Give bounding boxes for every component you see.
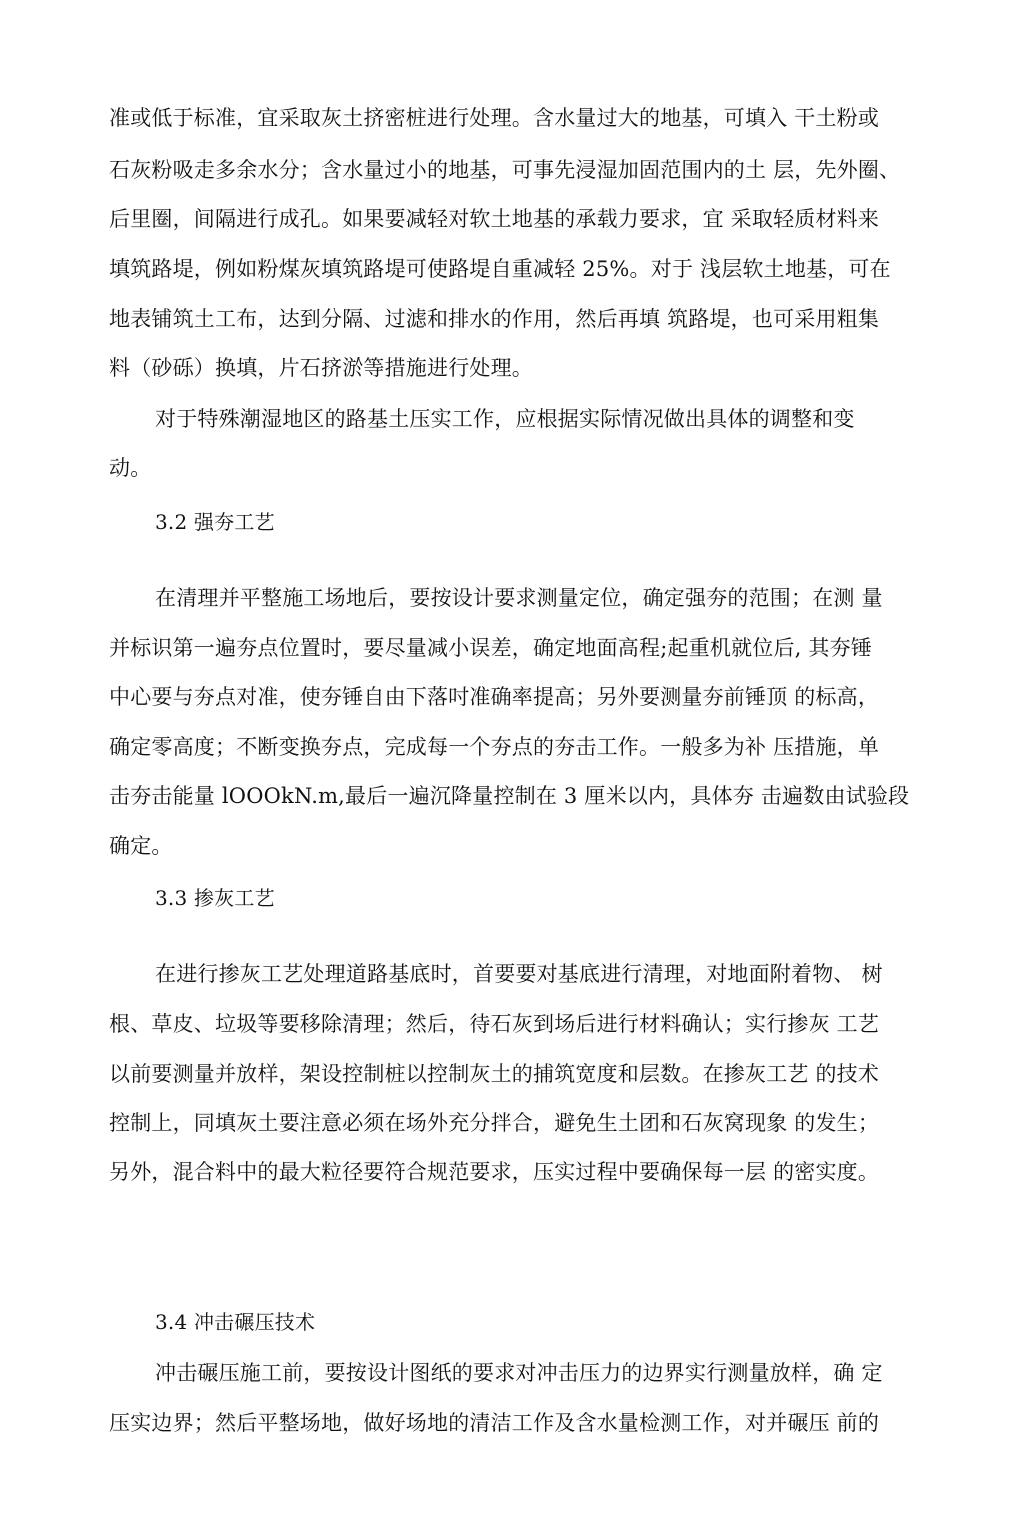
text-line: 击夯击能量 lOOOkN.m,最后一遍沉降量控制在 3 厘米以内，具体夯 击遍数由试验段: [109, 784, 910, 808]
section-heading: 3.3 掺灰工艺: [155, 886, 275, 910]
text-line: 石灰粉吸走多余水分；含水量过小的地基，可事先浸湿加固范围内的土 层，先外圈、: [109, 158, 901, 182]
text-line: 另外，混合料中的最大粒径要符合规范要求，压实过程中要确保每一层 的密实度。: [109, 1160, 880, 1184]
text-line: 动。: [109, 456, 152, 480]
text-line: 并标识第一遍夯点位置时，要尽量减小误差，确定地面高程;起重机就位后, 其夯锤: [109, 636, 873, 660]
text-line: 冲击碾压施工前，要按设计图纸的要求对冲击压力的边界实行测量放样，确 定: [155, 1361, 883, 1385]
text-line: 料（砂砾）换填，片石挤淤等措施进行处理。: [109, 356, 533, 380]
text-line: 压实边界；然后平整场地，做好场地的清洁工作及含水量检测工作，对并碾压 前的: [109, 1411, 880, 1435]
text-line: 确定。: [109, 834, 173, 858]
text-line: 地表铺筑土工布，达到分隔、过滤和排水的作用，然后再填 筑路堤，也可采用粗集: [109, 307, 880, 331]
section-heading: 3.4 冲击碾压技术: [155, 1310, 316, 1334]
text-line: 确定零高度；不断变换夯点，完成每一个夯点的夯击工作。一般多为补 压措施，单: [109, 735, 880, 759]
text-line: 根、草皮、垃圾等要移除清理；然后，待石灰到场后进行材料确认；实行掺灰 工艺: [109, 1012, 880, 1036]
text-line: 准或低于标准，宜采取灰土挤密桩进行处理。含水量过大的地基，可填入 干土粉或: [109, 106, 880, 130]
text-line: 中心要与夯点对准，使夯锤自由下落吋准确率提高；另外要测量夯前锤顶 的标高，: [109, 685, 880, 709]
text-line: 在进行掺灰工艺处理道路基底时，首要要对基底进行清理，对地面附着物、 树: [155, 962, 883, 986]
text-line: 填筑路堤，例如粉煤灰填筑路堤可使路堤自重减轻 25%。对于 浅层软土地基，可在: [109, 257, 891, 281]
text-line: 后里圈，间隔进行成孔。如果要减轻对软土地基的承载力要求，宜 采取轻质材料来: [109, 207, 880, 231]
section-heading: 3.2 强夯工艺: [155, 510, 275, 534]
text-line: 在清理并平整施工场地后，要按设计要求测量定位，确定强夯的范围；在测 量: [155, 586, 883, 610]
text-line: 控制上，同填灰土要注意必须在场外充分拌合，避免生土团和石灰窝现象 的发生；: [109, 1111, 880, 1135]
text-line: 以前要测量并放样，架设控制桩以控制灰土的捕筑宽度和层数。在掺灰工艺 的技术: [109, 1062, 880, 1086]
text-line: 对于特殊潮湿地区的路基土压实工作，应根据实际情况做出具体的调整和变: [155, 407, 855, 431]
